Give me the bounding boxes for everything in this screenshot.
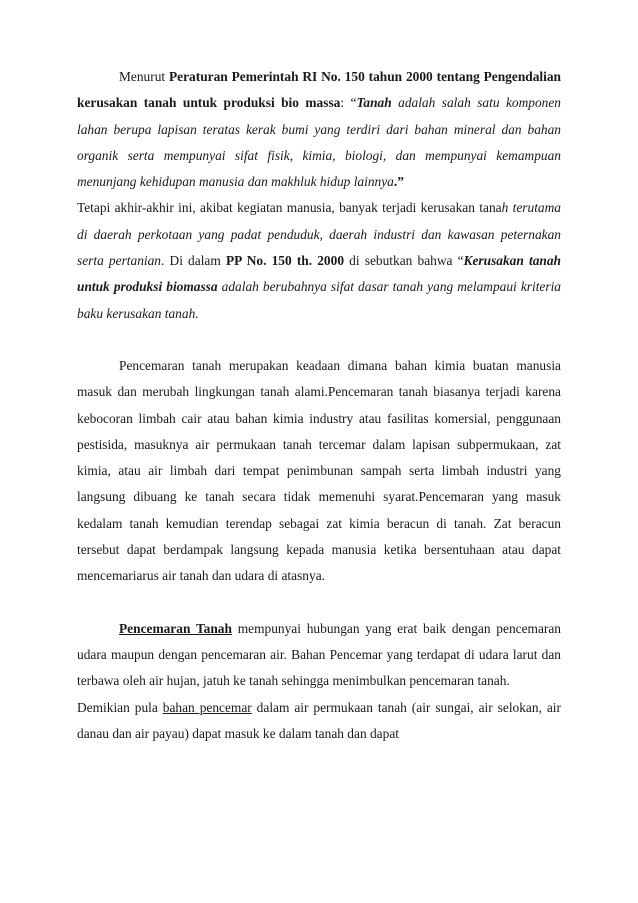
text-run: Menurut	[119, 69, 169, 84]
text-run-italic: h terutama di daerah perkotaan yang padat penduduk, daerah industri dan kawasan peternakan serta pertanian	[77, 200, 561, 269]
document-page	[77, 64, 561, 747]
term-bahan-pencemar: bahan pencemar	[162, 699, 252, 715]
text-run: . Di dalam	[161, 253, 226, 269]
text-run: mempunyai hubungan yang erat baik dengan pencemaran udara maupun dengan pencemaran air. Bahan Pencemar yang terdapat di udara larut dan terbawa oleh air hujan, jatuh ke tanah sehingga menimbulkan pencemaran tanah.	[77, 620, 561, 689]
term-tanah: Tanah	[356, 95, 392, 111]
paragraph-gap	[77, 327, 561, 353]
paragraph-gap	[77, 590, 561, 616]
text-run: Demikian pula	[77, 699, 163, 715]
paragraph-soil-pollution	[77, 353, 561, 590]
paragraph-pollution-relation	[77, 616, 561, 695]
regulation-reference: PP No. 150 th. 2000	[225, 253, 345, 269]
regulation-title: Peraturan Pemerintah RI No. 150 tahun 2000 tentang Pengendalian kerusakan tanah untuk produksi bio massa	[77, 69, 561, 111]
paragraph-soil-damage	[77, 195, 561, 326]
paragraph-surface-water	[77, 695, 561, 748]
text-run: di sebutkan bahwa “	[344, 253, 464, 269]
damage-definition: adalah berubahnya sifat dasar tanah yang melampaui kriteria baku kerusakan tanah.	[77, 279, 561, 321]
term-pencemaran-tanah: Pencemaran Tanah	[119, 620, 232, 636]
text-run: : “	[340, 95, 357, 111]
paragraph-regulation-definition	[77, 64, 561, 195]
term-kerusakan-tanah: Kerusakan tanah untuk produksi biomassa	[77, 253, 561, 295]
quote-close: .”	[393, 174, 404, 190]
text-run: dalam air permukaan tanah (air sungai, air selokan, air danau dan air payau) dapat masuk ke dalam tanah dan dapat	[77, 699, 561, 741]
text-run: Tetapi akhir-akhir ini, akibat kegiatan manusia, banyak terjadi kerusakan tana	[77, 200, 502, 216]
soil-definition: adalah salah satu komponen lahan berupa lapisan teratas kerak bumi yang terdiri dari bahan mineral dan bahan organik serta mempunyai sifat fisik, kimia, biologi, dan mempunyai kemampuan menunjang kehidupan manusia dan makhluk hidup lainnya	[77, 95, 561, 190]
text-run: Pencemaran tanah merupakan keadaan dimana bahan kimia buatan manusia masuk dan merubah lingkungan tanah alami.Pencemaran tanah biasanya terjadi karena kebocoran limbah cair atau bahan kimia industry atau fasilitas komersial, penggunaan pestisida, masuknya air permukaan tanah tercemar dalam lapisan subpermukaan, zat kimia, atau air limbah dari tempat penimbunan sampah serta limbah industri yang langsung dibuang ke tanah secara tidak memenuhi syarat.Pencemaran yang masuk kedalam tanah kemudian terendap sebagai zat kimia beracun di tanah. Zat beracun tersebut dapat berdampak langsung kepada manusia ketika bersentuhaan atau dapat mencemariarus air tanah dan udara di atasnya.	[77, 357, 561, 584]
